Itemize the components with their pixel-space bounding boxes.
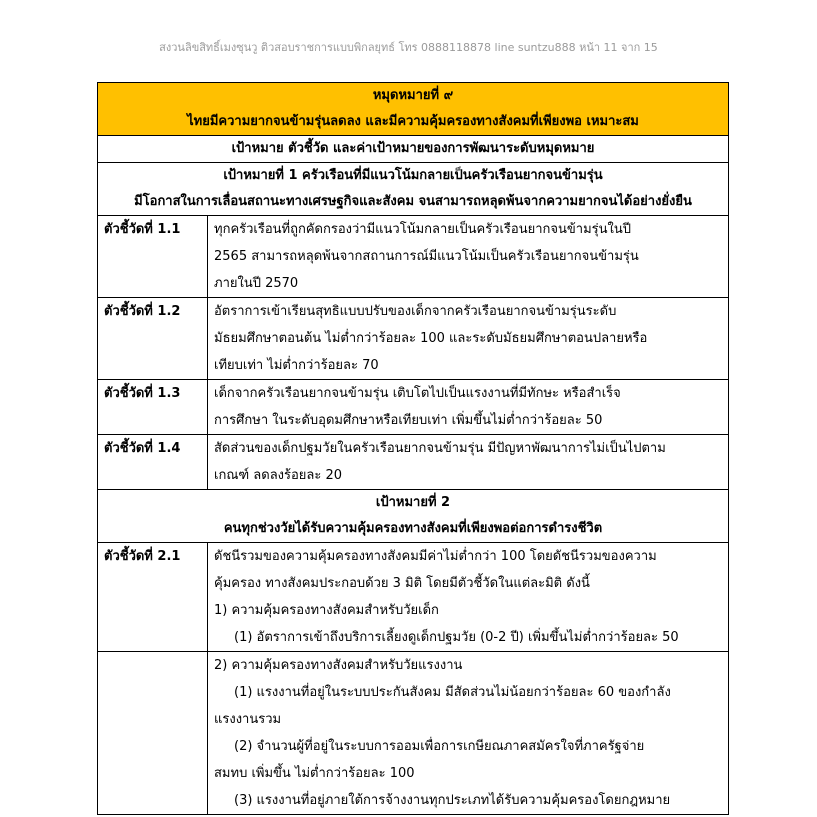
indicator-line: สัดส่วนของเด็กปฐมวัยในครัวเรือนยากจนข้ามรุ่น มีปัญหาพัฒนาการไม่เป็นไปตาม <box>214 441 666 456</box>
goal2-line1: เป้าหมายที่ 2 <box>375 495 451 510</box>
sub-item: (2) จำนวนผู้ที่อยู่ในระบบการออมเพื่อการเกษียณภาคสมัครใจที่ภาครัฐจ่าย <box>234 739 645 754</box>
goal1-line2: มีโอกาสในการเลื่อนสถานะทางเศรษฐกิจและสังคม จนสามารถหลุดพ้นจากความยากจนได้อย่างยั่งยืน <box>134 194 692 209</box>
sub-item: (1) อัตราการเข้าถึงบริการเลี้ยงดูเด็กปฐมวัย (0-2 ปี) เพิ่มขึ้นไม่ต่ำกว่าร้อยละ 50 <box>234 630 679 645</box>
indicator-row <box>98 216 729 298</box>
indicator-label: ตัวชี้วัดที่ 1.2 <box>98 298 208 380</box>
indicator-text <box>208 216 729 298</box>
indicator-text <box>208 298 729 380</box>
indicator-table <box>97 82 729 815</box>
indicator-row <box>98 298 729 380</box>
indicator-text <box>208 652 729 815</box>
section-heading-row <box>98 136 729 163</box>
goal1-row <box>98 163 729 216</box>
sub-dimension-heading: 2) ความคุ้มครองทางสังคมสำหรับวัยแรงงาน <box>214 658 463 673</box>
chapter-row <box>98 83 729 136</box>
page-header: สงวนลิขสิทธิ์เมงซุนวู ติวสอบราชการแบบพิกลยุทธ์ โทร 0888118878 line suntzu888 หน้า 11 จาก 15 <box>159 41 658 54</box>
indicator-line: เทียบเท่า ไม่ต่ำกว่าร้อยละ 70 <box>214 358 379 373</box>
indicator-line: การศึกษา ในระดับอุดมศึกษาหรือเทียบเท่า เพิ่มขึ้นไม่ต่ำกว่าร้อยละ 50 <box>214 413 603 428</box>
indicator-row <box>98 543 729 652</box>
indicator-text <box>208 380 729 435</box>
indicator-line: 2565 สามารถหลุดพ้นจากสถานการณ์มีแนวโน้มเป็นครัวเรือนยากจนข้ามรุ่น <box>214 249 639 264</box>
sub-item-cont: แรงงานรวม <box>214 712 282 727</box>
indicator-row <box>98 380 729 435</box>
indicator-line: มัธยมศึกษาตอนต้น ไม่ต่ำกว่าร้อยละ 100 และระดับมัธยมศึกษาตอนปลายหรือ <box>214 331 648 346</box>
indicator-row-continued <box>98 652 729 815</box>
goal1-cell <box>98 163 729 216</box>
sub-item-cont: สมทบ เพิ่มขึ้น ไม่ต่ำกว่าร้อยละ 100 <box>214 766 415 781</box>
indicator-line: ภายในปี 2570 <box>214 276 299 291</box>
indicator-text <box>208 543 729 652</box>
indicator-line: ดัชนีรวมของความคุ้มครองทางสังคมมีค่าไม่ต่ำกว่า 100 โดยดัชนีรวมของความ <box>214 549 657 564</box>
indicator-row <box>98 435 729 490</box>
indicator-line: เด็กจากครัวเรือนยากจนข้ามรุ่น เติบโตไปเป็นแรงงานที่มีทักษะ หรือสำเร็จ <box>214 386 621 401</box>
sub-item: (3) แรงงานที่อยู่ภายใต้การจ้างงานทุกประเภทได้รับความคุ้มครองโดยกฎหมาย <box>234 793 671 808</box>
sub-dimension-heading: 1) ความคุ้มครองทางสังคมสำหรับวัยเด็ก <box>214 603 439 618</box>
goal1-line1: เป้าหมายที่ 1 ครัวเรือนที่มีแนวโน้มกลายเป็นครัวเรือนยากจนข้ามรุ่น <box>223 168 603 183</box>
chapter-subtitle: ไทยมีความยากจนข้ามรุ่นลดลง และมีความคุ้มครองทางสังคมที่เพียงพอ เหมาะสม <box>187 114 639 129</box>
section-heading-text: เป้าหมาย ตัวชี้วัด และค่าเป้าหมายของการพัฒนาระดับหมุดหมาย <box>231 141 595 156</box>
indicator-label: ตัวชี้วัดที่ 1.1 <box>98 216 208 298</box>
indicator-line: คุ้มครอง ทางสังคมประกอบด้วย 3 มิติ โดยมีตัวชี้วัดในแต่ละมิติ ดังนี้ <box>214 576 590 591</box>
indicator-label: ตัวชี้วัดที่ 2.1 <box>98 543 208 652</box>
section-heading <box>98 136 729 163</box>
indicator-line: อัตราการเข้าเรียนสุทธิแบบปรับของเด็กจากครัวเรือนยากจนข้ามรุ่นระดับ <box>214 304 617 319</box>
indicator-line: ทุกครัวเรือนที่ถูกคัดกรองว่ามีแนวโน้มกลายเป็นครัวเรือนยากจนข้ามรุ่นในปี <box>214 222 632 237</box>
goal2-row <box>98 490 729 543</box>
chapter-title-cell <box>98 83 729 136</box>
sub-item: (1) แรงงานที่อยู่ในระบบประกันสังคม มีสัดส่วนไม่น้อยกว่าร้อยละ 60 ของกำลัง <box>234 685 671 700</box>
indicator-label-empty <box>98 652 208 815</box>
goal2-line2: คนทุกช่วงวัยได้รับความคุ้มครองทางสังคมที่เพียงพอต่อการดำรงชีวิต <box>223 521 603 536</box>
goal2-cell <box>98 490 729 543</box>
indicator-label: ตัวชี้วัดที่ 1.4 <box>98 435 208 490</box>
indicator-line: เกณฑ์ ลดลงร้อยละ 20 <box>214 468 343 483</box>
indicator-label: ตัวชี้วัดที่ 1.3 <box>98 380 208 435</box>
indicator-text <box>208 435 729 490</box>
chapter-title: หมุดหมายที่ ๙ <box>372 88 454 103</box>
